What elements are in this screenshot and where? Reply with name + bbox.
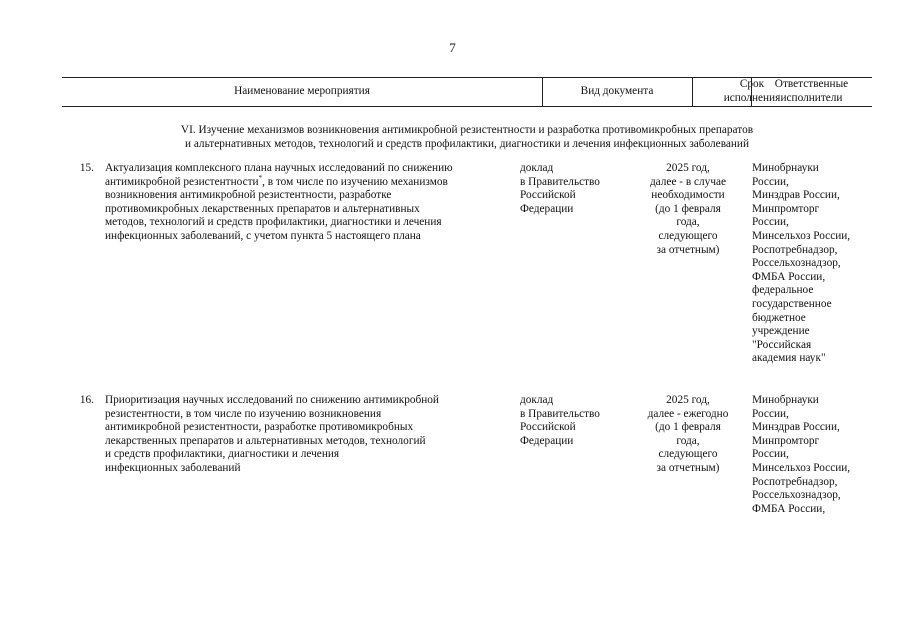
header-col-deadline: Срок исполнения [723,78,781,104]
table-header [62,77,872,107]
row-responsible: Минобрнауки России, Минздрав России, Минпромторг России, Минсельхоз России, Роспотребнадзор, Россельхознадзор, ФМБА России, федеральное государственное бюджетное учреждение "Российская академия наук" [752,162,851,365]
footnote-mark: * [258,173,263,182]
row-deadline: 2025 год, далее - в случае необходимости (до 1 февраля года, следующего за отчетным) [649,162,727,256]
row-name [105,162,515,244]
section-title: VI. Изучение механизмов возникновения антимикробной резистентности и разработка противомикробных препаратов и альтернативных методов, технологий и средств профилактики, диагностики и лечения инфекционных заболеваний [180,124,754,150]
row-name-part: Актуализация комплексного плана научных исследований по снижению антимикробной резистентности [105,162,453,188]
row-responsible: Минобрнауки России, Минздрав России, Минпромторг России, Минсельхоз России, Роспотребнадзор, Россельхознадзор, ФМБА России, [752,394,851,515]
row-doc-type: доклад в Правительство Российской Федерации [520,394,600,447]
header-col-doc: Вид документа [580,85,654,98]
header-col-responsible: Ответственные исполнители [774,78,849,104]
row-deadline: 2025 год, далее - ежегодно (до 1 февраля года, следующего за отчетным) [647,394,729,474]
row-number: 16. [79,394,94,406]
page-number: 7 [449,40,456,55]
row-name: Приоритизация научных исследований по снижению антимикробной резистентности, в том числе по изучению возникновения антимикробной резистентности, разработке противомикробных лекарственных препаратов и альтернативных методов, технологий и средств профилактики, диагностики и лечения инфекционных заболеваний [105,394,439,474]
row-doc-type: доклад в Правительство Российской Федерации [520,162,600,215]
row-number: 15. [79,162,94,174]
header-col-name: Наименование мероприятия [234,85,370,98]
row-name-part: , в том числе по изучению механизмов возникновения антимикробной резистентности, разработке противомикробных лекарственных препаратов и альтернативных методов, технологий и средств профилактики, диагностики и лечения инфекционных заболеваний, с учетом пункта 5 настоящего плана [105,175,448,242]
